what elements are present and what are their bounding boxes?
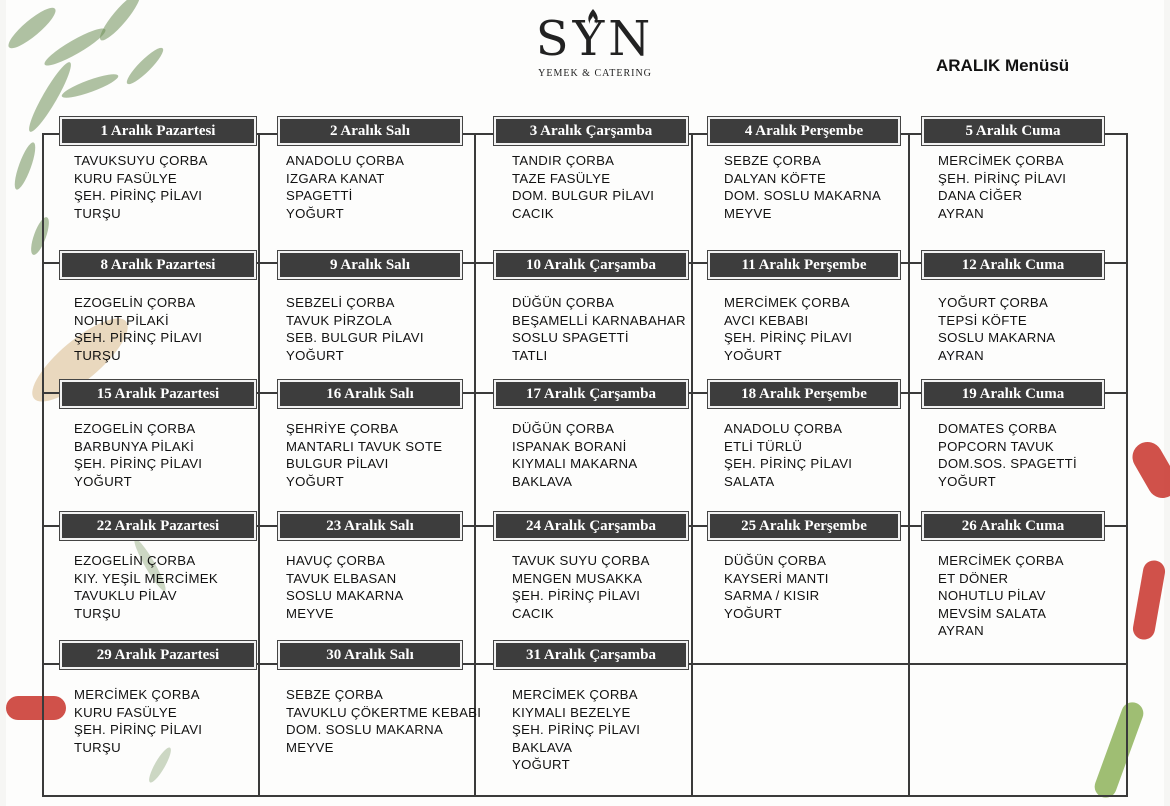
- menu-item: TURŞU: [74, 205, 121, 221]
- menu-item: SPAGETTİ: [286, 188, 353, 204]
- menu-item: ANADOLU ÇORBA: [724, 421, 843, 436]
- menu-items: [512, 294, 686, 364]
- menu-item: AYRAN: [938, 623, 984, 639]
- menu-items: [74, 152, 208, 222]
- menu-item: SEB. BULGUR PİLAVI: [286, 330, 424, 346]
- day-header: 15 Aralık Pazartesi: [60, 380, 256, 408]
- menu-item: AVCI KEBABI: [724, 312, 809, 328]
- menu-item: SOSLU MAKARNA: [286, 588, 404, 604]
- day-header: 12 Aralık Cuma: [922, 251, 1104, 279]
- menu-item: ŞEH. PİRİNÇ PİLAVI: [74, 188, 203, 204]
- day-header: 22 Aralık Pazartesi: [60, 512, 256, 540]
- day-header: 3 Aralık Çarşamba: [494, 117, 688, 145]
- menu-item: EZOGELİN ÇORBA: [74, 421, 196, 436]
- menu-item: ŞEH. PİRİNÇ PİLAVI: [74, 330, 203, 346]
- menu-item: HAVUÇ ÇORBA: [286, 553, 386, 568]
- menu-item: TURŞU: [74, 347, 121, 363]
- menu-item: ŞEH. PİRİNÇ PİLAVI: [74, 456, 203, 472]
- menu-item: TAVUK PİRZOLA: [286, 312, 392, 328]
- menu-item: ŞEH. PİRİNÇ PİLAVI: [74, 722, 203, 738]
- menu-item: YOĞURT: [938, 473, 996, 489]
- menu-item: YOĞURT: [724, 605, 782, 621]
- menu-items: [938, 420, 1077, 490]
- menu-items: [74, 420, 202, 490]
- menu-item: KURU FASÜLYE: [74, 704, 178, 720]
- menu-item: TAVUKSUYU ÇORBA: [74, 153, 208, 168]
- day-header: 29 Aralık Pazartesi: [60, 641, 256, 669]
- day-header: 16 Aralık Salı: [278, 380, 462, 408]
- menu-items: [74, 686, 202, 756]
- menu-item: BEŞAMELLİ KARNABAHAR: [512, 312, 686, 328]
- menu-item: TAVUKLU PİLAV: [74, 588, 177, 604]
- menu-items: [938, 152, 1066, 222]
- menu-item: YOĞURT ÇORBA: [938, 295, 1049, 310]
- menu-item: TEPSİ KÖFTE: [938, 312, 1028, 328]
- menu-item: YOĞURT: [74, 473, 132, 489]
- menu-item: SARMA / KISIR: [724, 588, 820, 604]
- menu-item: KIYMALI BEZELYE: [512, 704, 631, 720]
- menu-item: EZOGELİN ÇORBA: [74, 553, 196, 568]
- day-header: 2 Aralık Salı: [278, 117, 462, 145]
- day-header: 10 Aralık Çarşamba: [494, 251, 688, 279]
- menu-item: TURŞU: [74, 605, 121, 621]
- day-header: 19 Aralık Cuma: [922, 380, 1104, 408]
- menu-item: MERCİMEK ÇORBA: [724, 295, 850, 310]
- menu-item: MEYVE: [286, 605, 334, 621]
- day-header: 5 Aralık Cuma: [922, 117, 1104, 145]
- menu-item: ET DÖNER: [938, 570, 1009, 586]
- menu-items: [724, 552, 829, 622]
- menu-items: [286, 420, 442, 490]
- menu-item: DOM.SOS. SPAGETTİ: [938, 456, 1077, 472]
- menu-item: DALYAN KÖFTE: [724, 170, 827, 186]
- menu-item: TAVUK SUYU ÇORBA: [512, 553, 650, 568]
- menu-items: [724, 420, 852, 490]
- menu-item: NOHUTLU PİLAV: [938, 588, 1046, 604]
- day-header: 24 Aralık Çarşamba: [494, 512, 688, 540]
- menu-item: TAVUKLU ÇÖKERTME KEBABI: [286, 704, 482, 720]
- menu-item: DANA CİĞER: [938, 188, 1023, 204]
- menu-item: DOMATES ÇORBA: [938, 421, 1057, 436]
- logo-subtitle: YEMEK & CATERING: [538, 68, 652, 79]
- menu-item: BULGUR PİLAVI: [286, 456, 389, 472]
- menu-item: ISPANAK BORANİ: [512, 438, 627, 454]
- menu-items: [74, 294, 202, 364]
- menu-item: ŞEH. PİRİNÇ PİLAVI: [512, 588, 641, 604]
- menu-item: SEBZE ÇORBA: [724, 153, 822, 168]
- day-header: 23 Aralık Salı: [278, 512, 462, 540]
- menu-item: KIYMALI MAKARNA: [512, 456, 638, 472]
- menu-item: TATLI: [512, 347, 548, 363]
- menu-item: DÜĞÜN ÇORBA: [512, 421, 615, 436]
- menu-item: SALATA: [724, 473, 775, 489]
- menu-item: ŞEH. PİRİNÇ PİLAVI: [938, 170, 1067, 186]
- menu-item: TANDIR ÇORBA: [512, 153, 615, 168]
- menu-item: MEVSİM SALATA: [938, 605, 1047, 621]
- menu-item: SOSLU MAKARNA: [938, 330, 1056, 346]
- menu-item: YOĞURT: [286, 473, 344, 489]
- page-title: ARALIK Menüsü: [936, 56, 1070, 75]
- menu-item: KIY. YEŞİL MERCİMEK: [74, 570, 218, 586]
- menu-item: YOĞURT: [286, 347, 344, 363]
- menu-item: DOM. SOSLU MAKARNA: [286, 722, 444, 738]
- menu-item: CACIK: [512, 605, 554, 621]
- menu-item: KURU FASÜLYE: [74, 170, 178, 186]
- menu-item: BAKLAVA: [512, 473, 573, 489]
- menu-item: BAKLAVA: [512, 739, 573, 755]
- menu-item: AYRAN: [938, 205, 984, 221]
- menu-item: YOĞURT: [724, 347, 782, 363]
- day-header: 17 Aralık Çarşamba: [494, 380, 688, 408]
- menu-item: ŞEHRİYE ÇORBA: [286, 421, 399, 436]
- menu-item: SEBZELİ ÇORBA: [286, 295, 395, 310]
- menu-items: [286, 294, 424, 364]
- menu-items: [724, 152, 881, 222]
- menu-item: TAZE FASÜLYE: [512, 170, 611, 186]
- menu-item: TAVUK ELBASAN: [286, 570, 397, 586]
- menu-item: MEYVE: [286, 739, 334, 755]
- menu-item: MERCİMEK ÇORBA: [74, 687, 200, 702]
- menu-item: MERCİMEK ÇORBA: [512, 687, 638, 702]
- menu-item: EZOGELİN ÇORBA: [74, 295, 196, 310]
- menu-items: [74, 552, 218, 622]
- menu-item: POPCORN TAVUK: [938, 438, 1055, 454]
- menu-item: BARBUNYA PİLAKİ: [74, 438, 195, 454]
- logo-text: SYN: [535, 11, 655, 67]
- day-header: 26 Aralık Cuma: [922, 512, 1104, 540]
- menu-item: NOHUT PİLAKİ: [74, 312, 169, 328]
- brand-logo: [520, 6, 670, 96]
- menu-items: [286, 152, 404, 222]
- flame-icon: [584, 8, 602, 32]
- day-header: 8 Aralık Pazartesi: [60, 251, 256, 279]
- menu-item: ŞEH. PİRİNÇ PİLAVI: [724, 330, 853, 346]
- menu-item: DÜĞÜN ÇORBA: [512, 295, 615, 310]
- day-header: 11 Aralık Perşembe: [708, 251, 900, 279]
- menu-item: MENGEN MUSAKKA: [512, 570, 643, 586]
- day-header: 31 Aralık Çarşamba: [494, 641, 688, 669]
- menu-item: DOM. BULGUR PİLAVI: [512, 188, 655, 204]
- menu-item: KAYSERİ MANTI: [724, 570, 829, 586]
- menu-item: SEBZE ÇORBA: [286, 687, 384, 702]
- day-header: 18 Aralık Perşembe: [708, 380, 900, 408]
- menu-item: TURŞU: [74, 739, 121, 755]
- day-header: 25 Aralık Perşembe: [708, 512, 900, 540]
- menu-item: ŞEH. PİRİNÇ PİLAVI: [512, 722, 641, 738]
- menu-items: [512, 420, 637, 490]
- menu-items: [512, 686, 640, 774]
- menu-items: [938, 294, 1056, 364]
- menu-item: ETLİ TÜRLÜ: [724, 438, 803, 454]
- menu-items: [286, 686, 481, 756]
- day-header: 9 Aralık Salı: [278, 251, 462, 279]
- menu-items: [286, 552, 404, 622]
- menu-item: YOĞURT: [286, 205, 344, 221]
- menu-item: AYRAN: [938, 347, 984, 363]
- menu-items: [512, 552, 650, 622]
- menu-item: DÜĞÜN ÇORBA: [724, 553, 827, 568]
- menu-item: ŞEH. PİRİNÇ PİLAVI: [724, 456, 853, 472]
- menu-items: [938, 552, 1064, 640]
- day-header: 4 Aralık Perşembe: [708, 117, 900, 145]
- menu-item: IZGARA KANAT: [286, 170, 385, 186]
- menu-item: CACIK: [512, 205, 554, 221]
- menu-items: [724, 294, 852, 364]
- menu-item: SOSLU SPAGETTİ: [512, 330, 629, 346]
- menu-item: DOM. SOSLU MAKARNA: [724, 188, 882, 204]
- menu-item: YOĞURT: [512, 757, 570, 773]
- menu-items: [512, 152, 654, 222]
- menu-item: MERCİMEK ÇORBA: [938, 553, 1064, 568]
- menu-item: MEYVE: [724, 205, 772, 221]
- day-header: 30 Aralık Salı: [278, 641, 462, 669]
- menu-item: MANTARLI TAVUK SOTE: [286, 438, 443, 454]
- menu-item: ANADOLU ÇORBA: [286, 153, 405, 168]
- day-header: 1 Aralık Pazartesi: [60, 117, 256, 145]
- menu-item: MERCİMEK ÇORBA: [938, 153, 1064, 168]
